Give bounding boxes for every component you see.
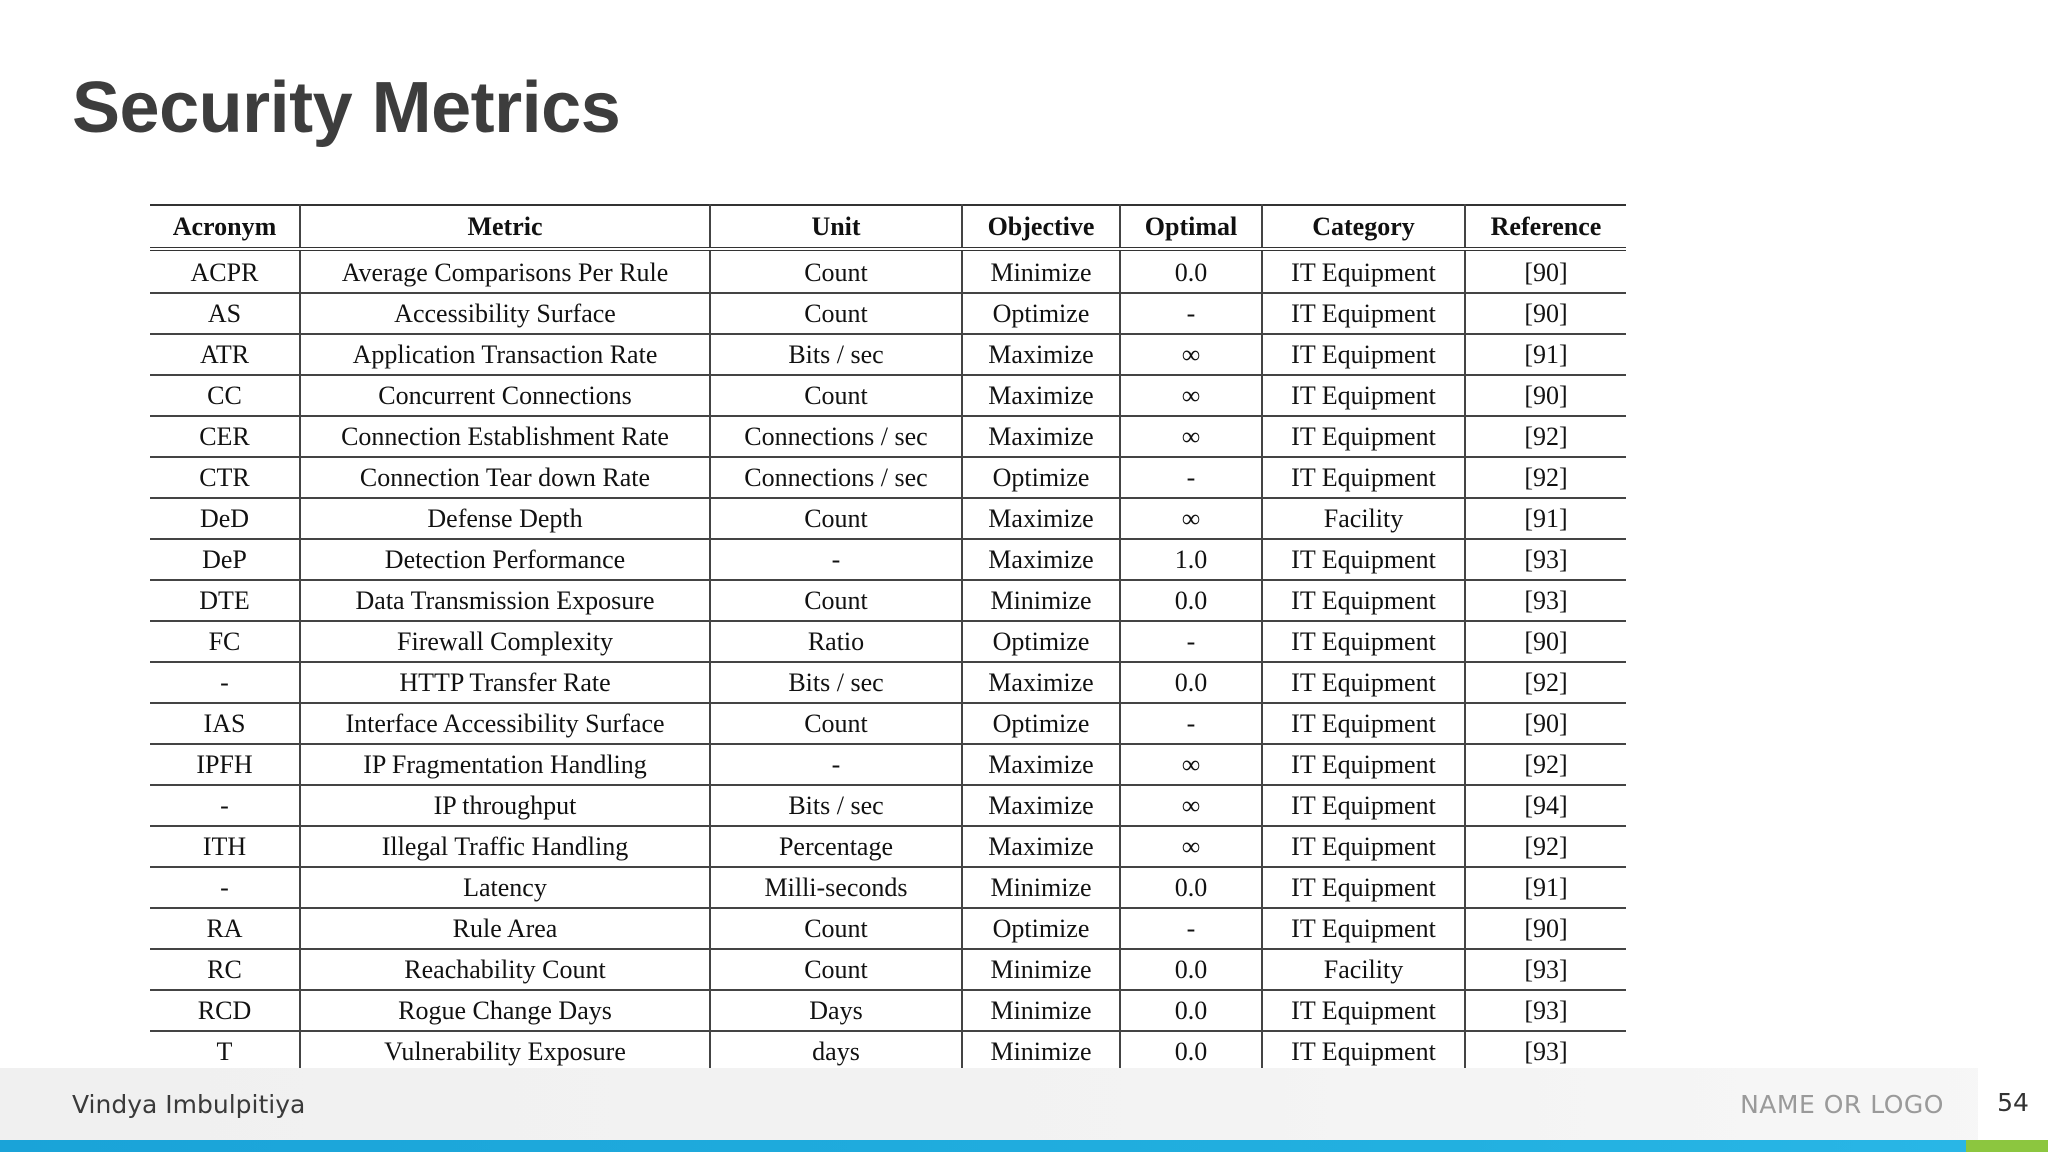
table-row	[150, 457, 1626, 498]
table-row	[150, 867, 1626, 908]
table-row	[150, 949, 1626, 990]
cell-reference: [92]	[1465, 416, 1626, 457]
cell-reference: [90]	[1465, 621, 1626, 662]
cell-category: IT Equipment	[1262, 539, 1465, 580]
cell-category: IT Equipment	[1262, 826, 1465, 867]
cell-reference: [93]	[1465, 990, 1626, 1031]
cell-category: IT Equipment	[1262, 457, 1465, 498]
cell-acronym: ACPR	[150, 249, 300, 293]
cell-reference: [93]	[1465, 539, 1626, 580]
cell-reference: [93]	[1465, 1031, 1626, 1072]
cell-category: IT Equipment	[1262, 416, 1465, 457]
column-header-category: Category	[1262, 205, 1465, 249]
cell-acronym: CC	[150, 375, 300, 416]
table-row	[150, 621, 1626, 662]
cell-optimal: 0.0	[1120, 580, 1262, 621]
cell-objective: Maximize	[962, 416, 1120, 457]
cell-metric: Latency	[300, 867, 710, 908]
cell-unit: -	[710, 744, 962, 785]
cell-reference: [90]	[1465, 908, 1626, 949]
cell-unit: Count	[710, 949, 962, 990]
cell-acronym: FC	[150, 621, 300, 662]
cell-unit: Count	[710, 703, 962, 744]
cell-metric: Detection Performance	[300, 539, 710, 580]
column-header-objective: Objective	[962, 205, 1120, 249]
table-row	[150, 744, 1626, 785]
table-row	[150, 1031, 1626, 1072]
cell-category: IT Equipment	[1262, 703, 1465, 744]
cell-unit: Count	[710, 580, 962, 621]
cell-metric: Rogue Change Days	[300, 990, 710, 1031]
table-row	[150, 416, 1626, 457]
cell-acronym: CTR	[150, 457, 300, 498]
cell-category: IT Equipment	[1262, 744, 1465, 785]
table-row	[150, 826, 1626, 867]
cell-reference: [91]	[1465, 334, 1626, 375]
cell-category: IT Equipment	[1262, 334, 1465, 375]
cell-optimal: 0.0	[1120, 249, 1262, 293]
cell-metric: Average Comparisons Per Rule	[300, 249, 710, 293]
cell-objective: Optimize	[962, 703, 1120, 744]
cell-acronym: -	[150, 867, 300, 908]
page-number-box	[1978, 1068, 2048, 1140]
cell-category: IT Equipment	[1262, 375, 1465, 416]
cell-unit: Days	[710, 990, 962, 1031]
cell-category: IT Equipment	[1262, 867, 1465, 908]
cell-metric: Application Transaction Rate	[300, 334, 710, 375]
cell-metric: Connection Establishment Rate	[300, 416, 710, 457]
table-row	[150, 580, 1626, 621]
column-header-optimal: Optimal	[1120, 205, 1262, 249]
cell-optimal: ∞	[1120, 744, 1262, 785]
cell-objective: Maximize	[962, 334, 1120, 375]
cell-category: Facility	[1262, 498, 1465, 539]
cell-objective: Maximize	[962, 498, 1120, 539]
cell-optimal: 0.0	[1120, 867, 1262, 908]
cell-objective: Maximize	[962, 744, 1120, 785]
cell-unit: Count	[710, 908, 962, 949]
cell-optimal: 0.0	[1120, 1031, 1262, 1072]
cell-category: IT Equipment	[1262, 1031, 1465, 1072]
cell-optimal: -	[1120, 703, 1262, 744]
cell-unit: Bits / sec	[710, 785, 962, 826]
table-row	[150, 293, 1626, 334]
table-row	[150, 990, 1626, 1031]
accent-bar	[0, 1140, 2048, 1152]
cell-category: IT Equipment	[1262, 580, 1465, 621]
cell-optimal: 1.0	[1120, 539, 1262, 580]
table-row	[150, 375, 1626, 416]
cell-unit: days	[710, 1031, 962, 1072]
cell-category: IT Equipment	[1262, 249, 1465, 293]
cell-metric: Rule Area	[300, 908, 710, 949]
cell-unit: Connections / sec	[710, 457, 962, 498]
page-number: 54	[1997, 1088, 2029, 1117]
cell-reference: [94]	[1465, 785, 1626, 826]
logo-placeholder: NAME OR LOGO	[1740, 1090, 1944, 1119]
cell-acronym: RA	[150, 908, 300, 949]
cell-metric: HTTP Transfer Rate	[300, 662, 710, 703]
cell-acronym: DTE	[150, 580, 300, 621]
cell-unit: Count	[710, 293, 962, 334]
cell-acronym: IPFH	[150, 744, 300, 785]
cell-category: IT Equipment	[1262, 908, 1465, 949]
cell-optimal: 0.0	[1120, 662, 1262, 703]
cell-optimal: 0.0	[1120, 990, 1262, 1031]
table-row	[150, 498, 1626, 539]
cell-metric: IP Fragmentation Handling	[300, 744, 710, 785]
table-row	[150, 703, 1626, 744]
cell-objective: Maximize	[962, 375, 1120, 416]
cell-metric: Defense Depth	[300, 498, 710, 539]
cell-unit: Bits / sec	[710, 334, 962, 375]
cell-reference: [90]	[1465, 375, 1626, 416]
cell-metric: Accessibility Surface	[300, 293, 710, 334]
cell-acronym: IAS	[150, 703, 300, 744]
cell-acronym: AS	[150, 293, 300, 334]
cell-reference: [90]	[1465, 703, 1626, 744]
table-row	[150, 539, 1626, 580]
slide-footer	[0, 1068, 2048, 1140]
cell-objective: Optimize	[962, 457, 1120, 498]
cell-objective: Maximize	[962, 539, 1120, 580]
cell-reference: [92]	[1465, 744, 1626, 785]
cell-metric: Connection Tear down Rate	[300, 457, 710, 498]
cell-optimal: 0.0	[1120, 949, 1262, 990]
cell-category: IT Equipment	[1262, 662, 1465, 703]
cell-objective: Minimize	[962, 990, 1120, 1031]
slide-title: Security Metrics	[72, 68, 621, 148]
cell-category: IT Equipment	[1262, 621, 1465, 662]
footer-author: Vindya Imbulpitiya	[72, 1090, 306, 1119]
cell-acronym: RC	[150, 949, 300, 990]
cell-metric: Vulnerability Exposure	[300, 1031, 710, 1072]
cell-metric: Reachability Count	[300, 949, 710, 990]
cell-unit: -	[710, 539, 962, 580]
column-header-reference: Reference	[1465, 205, 1626, 249]
cell-metric: Illegal Traffic Handling	[300, 826, 710, 867]
table-header-row	[150, 205, 1626, 249]
cell-category: IT Equipment	[1262, 990, 1465, 1031]
cell-optimal: ∞	[1120, 785, 1262, 826]
cell-optimal: ∞	[1120, 498, 1262, 539]
cell-reference: [90]	[1465, 293, 1626, 334]
cell-objective: Maximize	[962, 826, 1120, 867]
cell-metric: Firewall Complexity	[300, 621, 710, 662]
cell-unit: Bits / sec	[710, 662, 962, 703]
table-row	[150, 334, 1626, 375]
cell-category: IT Equipment	[1262, 293, 1465, 334]
cell-objective: Optimize	[962, 908, 1120, 949]
cell-objective: Maximize	[962, 785, 1120, 826]
cell-reference: [90]	[1465, 249, 1626, 293]
cell-acronym: DeD	[150, 498, 300, 539]
cell-objective: Minimize	[962, 580, 1120, 621]
cell-unit: Ratio	[710, 621, 962, 662]
cell-unit: Count	[710, 375, 962, 416]
cell-metric: IP throughput	[300, 785, 710, 826]
cell-acronym: ATR	[150, 334, 300, 375]
cell-objective: Minimize	[962, 949, 1120, 990]
cell-optimal: -	[1120, 293, 1262, 334]
cell-acronym: RCD	[150, 990, 300, 1031]
cell-category: IT Equipment	[1262, 785, 1465, 826]
column-header-metric: Metric	[300, 205, 710, 249]
cell-objective: Optimize	[962, 293, 1120, 334]
cell-acronym: DeP	[150, 539, 300, 580]
cell-unit: Milli-seconds	[710, 867, 962, 908]
cell-acronym: T	[150, 1031, 300, 1072]
column-header-unit: Unit	[710, 205, 962, 249]
cell-optimal: ∞	[1120, 826, 1262, 867]
cell-category: Facility	[1262, 949, 1465, 990]
cell-optimal: ∞	[1120, 416, 1262, 457]
cell-objective: Minimize	[962, 867, 1120, 908]
cell-metric: Interface Accessibility Surface	[300, 703, 710, 744]
cell-objective: Minimize	[962, 1031, 1120, 1072]
cell-reference: [92]	[1465, 457, 1626, 498]
cell-unit: Count	[710, 498, 962, 539]
cell-acronym: CER	[150, 416, 300, 457]
table-body	[150, 249, 1626, 1072]
table-row	[150, 249, 1626, 293]
cell-reference: [93]	[1465, 949, 1626, 990]
cell-acronym: ITH	[150, 826, 300, 867]
cell-unit: Count	[710, 249, 962, 293]
cell-acronym: -	[150, 785, 300, 826]
security-metrics-table	[150, 204, 1626, 1073]
cell-reference: [91]	[1465, 498, 1626, 539]
table-row	[150, 785, 1626, 826]
cell-objective: Maximize	[962, 662, 1120, 703]
cell-metric: Data Transmission Exposure	[300, 580, 710, 621]
cell-optimal: ∞	[1120, 375, 1262, 416]
cell-reference: [91]	[1465, 867, 1626, 908]
cell-reference: [92]	[1465, 662, 1626, 703]
cell-metric: Concurrent Connections	[300, 375, 710, 416]
table-row	[150, 908, 1626, 949]
column-header-acronym: Acronym	[150, 205, 300, 249]
cell-optimal: -	[1120, 457, 1262, 498]
cell-unit: Percentage	[710, 826, 962, 867]
security-metrics-table-container	[150, 204, 1626, 1073]
cell-optimal: ∞	[1120, 334, 1262, 375]
cell-reference: [93]	[1465, 580, 1626, 621]
cell-objective: Optimize	[962, 621, 1120, 662]
cell-unit: Connections / sec	[710, 416, 962, 457]
cell-optimal: -	[1120, 621, 1262, 662]
table-row	[150, 662, 1626, 703]
cell-optimal: -	[1120, 908, 1262, 949]
cell-reference: [92]	[1465, 826, 1626, 867]
cell-objective: Minimize	[962, 249, 1120, 293]
cell-acronym: -	[150, 662, 300, 703]
